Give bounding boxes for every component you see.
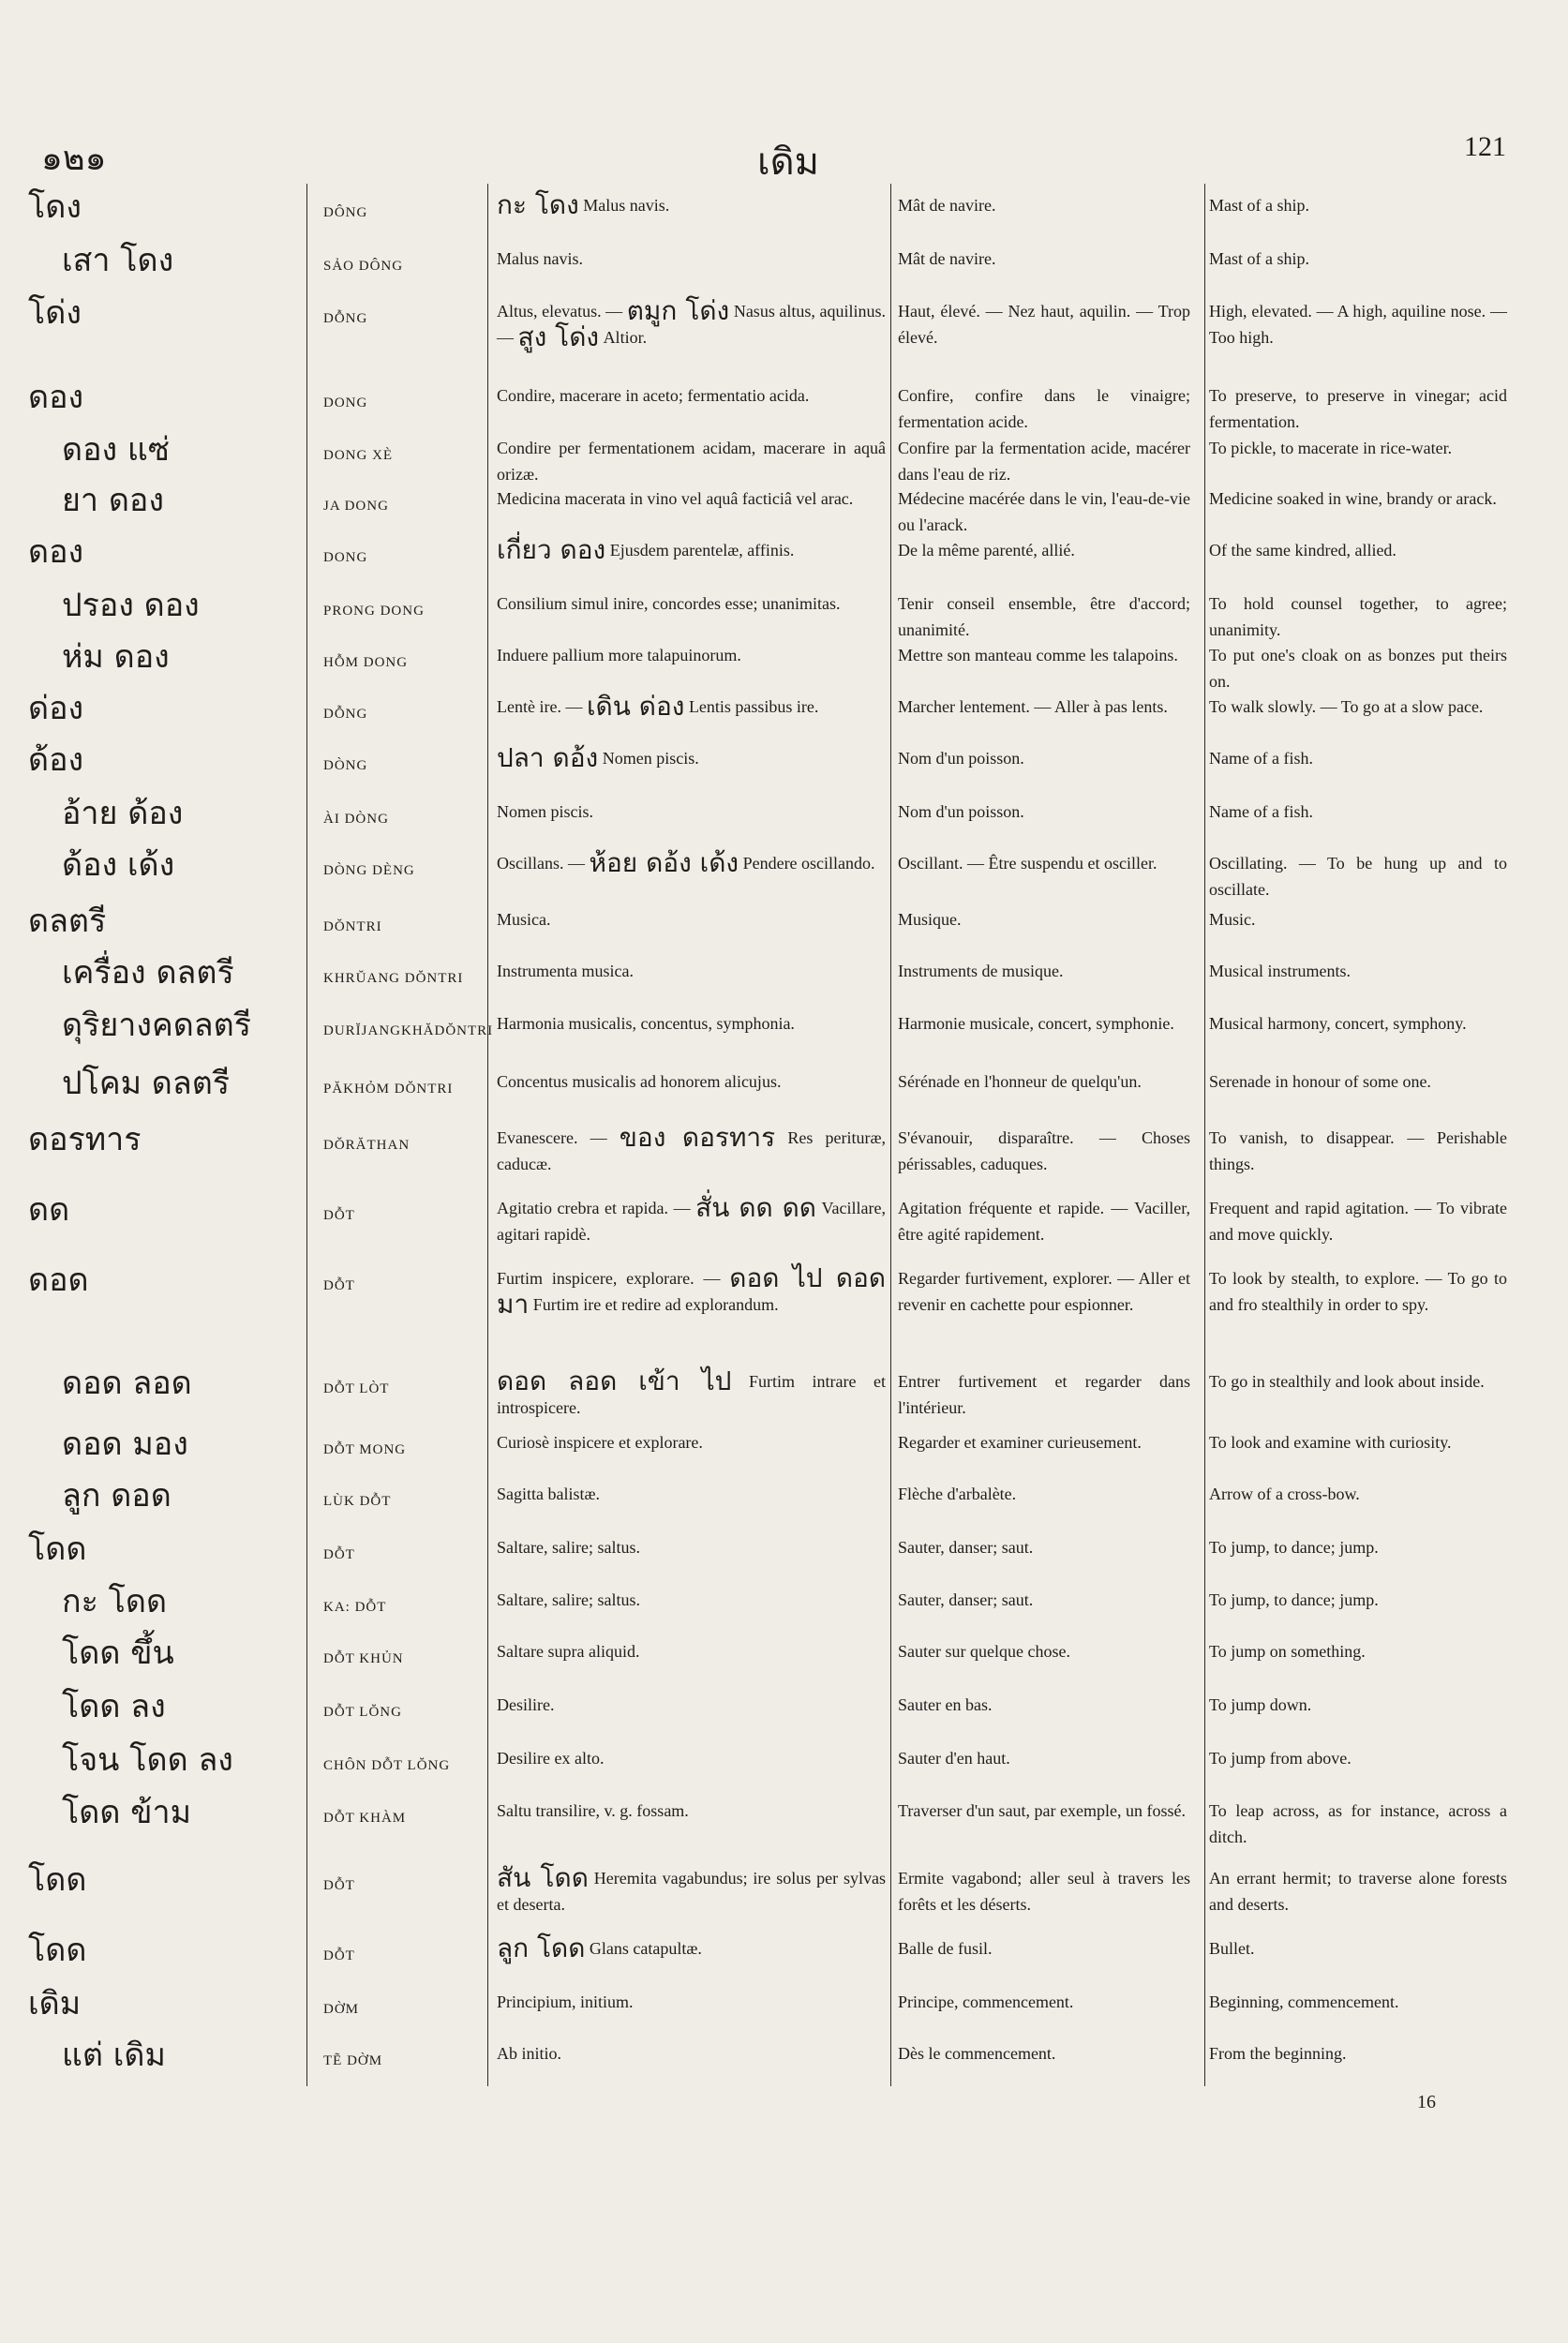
romanization: DURĬJANGKHĂDŎNTRI [323,1023,494,1038]
latin-text: Saltare, salire; saltus. [497,1590,640,1609]
latin-text: Furtim ire et redire ad explorandum. [529,1295,779,1314]
latin-text: Desilire ex alto. [497,1749,605,1768]
latin-definition [497,246,886,272]
thai-headword: เครื่อง ดลตรี [62,954,234,992]
english-definition: To preserve, to preserve in vinegar; acid fermentation. [1209,386,1507,431]
latin-text: Malus navis. [578,196,670,215]
romanization: DỖT LŎNG [323,1705,402,1720]
english-definition: Name of a fish. [1209,802,1313,821]
thai-headword: ดุริยางคดลตรี [62,1007,251,1044]
french-definition: Flèche d'arbalète. [898,1485,1017,1503]
latin-definition [497,189,886,220]
thai-example: สูง โด่ง [517,321,600,352]
latin-definition [497,1745,886,1771]
latin-definition [497,1692,886,1718]
latin-definition [497,1862,886,1918]
thai-headword: โจน โดด ลง [62,1741,233,1779]
thai-headword: ดลตรี [28,903,107,940]
romanization: SẢO DÔNG [323,259,404,274]
romanization: CHÔN DỖT LŎNG [323,1758,451,1773]
latin-text: Concentus musicalis ad honorem alicujus. [497,1072,782,1091]
latin-definition [497,1935,886,1962]
english-definition: Of the same kindred, allied. [1209,541,1396,560]
thai-headword: ด่อง [28,690,84,727]
thai-headword: โด่ง [28,294,82,332]
latin-text: Furtim inspicere, explorare. — [497,1269,730,1288]
english-definition: To look by stealth, to explore. — To go to and fro stealthily in order to spy. [1209,1269,1507,1314]
thai-headword: อ้าย ด้อง [62,795,184,832]
romanization: LÙK DỖT [323,1494,392,1509]
column-divider [306,184,307,2086]
thai-headword: ลูก ดอด [62,1477,172,1515]
latin-text: Condire, macerare in aceto; fermentatio acida. [497,386,810,405]
french-definition: Tenir conseil ensemble, être d'accord; unanimité. [898,594,1190,639]
thai-example: สั่น ดด ดด [695,1192,816,1223]
french-definition: Instruments de musique. [898,962,1064,980]
thai-headword: ด้อง เด้ง [62,846,175,884]
latin-definition [497,1798,886,1824]
english-definition: Medicine soaked in wine, brandy or arack. [1209,489,1497,508]
thai-example: ห้อย ดอ้ง เด้ง [589,847,739,878]
thai-headword: ดอง [28,533,84,571]
latin-definition [497,1368,886,1421]
english-definition: Mast of a ship. [1209,249,1309,268]
french-definition: Musique. [898,910,962,929]
romanization: KHRŬANG DŎNTRI [323,971,464,986]
latin-definition [497,958,886,984]
thai-headword: ดอด [28,1261,89,1299]
thai-example: ดอด ไป ดอด มา [497,1262,886,1320]
french-definition: Ermite vagabond; aller seul à travers les forêts et les déserts. [898,1869,1190,1914]
signature-mark: 16 [1417,2092,1436,2112]
thai-headword: โดง [28,188,82,226]
latin-text: Malus navis. [497,249,583,268]
english-definition: Arrow of a cross-bow. [1209,1485,1360,1503]
thai-example: เกี่ยว ดอง [497,534,606,565]
latin-definition [497,1068,886,1095]
latin-definition [497,1262,886,1320]
romanization: DŎRĂTHAN [323,1138,411,1153]
thai-headword: แต่ เดิม [62,2037,166,2074]
english-definition: To jump, to dance; jump. [1209,1590,1379,1609]
french-definition: Sauter sur quelque chose. [898,1642,1070,1661]
english-definition: From the beginning. [1209,2044,1347,2063]
english-definition: To jump, to dance; jump. [1209,1538,1379,1557]
romanization: DỖNG [323,311,368,326]
french-definition: Oscillant. — Être suspendu et osciller. [898,854,1157,873]
latin-definition [497,1122,886,1177]
french-definition: Nom d'un poisson. [898,749,1024,768]
french-definition: Traverser d'un saut, par exemple, un fossé. [898,1801,1187,1820]
thai-headword: กะ โดด [62,1583,168,1620]
english-definition: To jump on something. [1209,1642,1366,1661]
thai-headword: ดอด มอง [62,1425,188,1463]
latin-definition [497,1481,886,1507]
thai-headword: ปรอง ดอง [62,587,200,624]
french-definition: Sauter en bas. [898,1695,993,1714]
french-definition: Confire par la fermentation acide, macérer dans l'eau de riz. [898,439,1190,484]
latin-text: Induere pallium more talapuinorum. [497,646,741,664]
latin-text: Agitatio crebra et rapida. — [497,1199,696,1217]
column-divider [487,184,488,2086]
english-definition: Name of a fish. [1209,749,1313,768]
running-headword: เดิม [757,141,820,184]
english-definition: To jump down. [1209,1695,1312,1714]
latin-text: Heremita vagabundus; ire solus per sylvas et deserta. [497,1869,886,1914]
french-definition: Mettre son manteau comme les talapoins. [898,646,1178,664]
latin-definition [497,1010,886,1037]
thai-example: สัน โดด [497,1862,589,1893]
latin-text: Desilire. [497,1695,555,1714]
latin-definition [497,847,886,878]
thai-headword: ดด [28,1191,70,1229]
latin-text: Pendere oscillando. [739,854,875,873]
french-definition: Médecine macérée dans le vin, l'eau-de-vie ou l'arack. [898,489,1190,534]
latin-definition [497,1587,886,1613]
thai-headword: โดด ขึ้น [62,1634,174,1672]
latin-text: Condire per fermentationem acidam, macerare in aquâ orizæ. [497,439,886,484]
english-definition: Oscillating. — To be hung up and to oscillate. [1209,854,1507,899]
latin-definition [497,1192,887,1247]
romanization: DỖT MONG [323,1442,407,1457]
thai-headword: ยา ดอง [62,482,164,519]
latin-definition [497,1429,886,1455]
french-definition: Mât de navire. [898,196,996,215]
column-divider [1204,184,1205,2086]
french-definition: Balle de fusil. [898,1939,993,1958]
english-definition: Bullet. [1209,1939,1255,1958]
latin-text: Ab initio. [497,2044,562,2063]
romanization: KA: DỖT [323,1600,387,1615]
romanization: ÀI DÒNG [323,812,389,827]
thai-headword: ดอง แซ่ [62,431,170,469]
french-definition: Dès le commencement. [898,2044,1056,2063]
french-definition: Harmonie musicale, concert, symphonie. [898,1014,1174,1033]
romanization: DỖT [323,1878,355,1893]
thai-example: ตมูก โด่ง [626,295,730,326]
french-definition: Sauter, danser; saut. [898,1590,1034,1609]
french-definition: Nom d'un poisson. [898,802,1024,821]
english-definition: Musical harmony, concert, symphony. [1209,1014,1467,1033]
english-definition: Mast of a ship. [1209,196,1309,215]
english-definition: To jump from above. [1209,1749,1351,1768]
french-definition: Sérénade en l'honneur de quelqu'un. [898,1072,1142,1091]
latin-definition [497,590,886,617]
french-definition: Marcher lentement. — Aller à pas lents. [898,697,1168,716]
latin-text: Ejusdem parentelæ, affinis. [605,541,795,560]
thai-headword: เสา โดง [62,242,174,279]
french-definition: Principe, commencement. [898,1992,1074,2011]
thai-example: กะ โดง [497,189,579,220]
thai-headword: โดด ลง [62,1688,166,1725]
french-definition: Mât de navire. [898,249,996,268]
thai-headword: ห่ม ดอง [62,638,170,676]
thai-headword: โดด ข้าม [62,1794,191,1831]
thai-headword: ดอง [28,379,84,416]
romanization: DỜM [323,2002,360,2017]
romanization: DỖT KHÀM [323,1811,407,1826]
thai-headword: โดด [28,1932,87,1969]
latin-text: Instrumenta musica. [497,962,634,980]
latin-text: Lentis passibus ire. [684,697,819,716]
latin-definition [497,906,886,933]
french-definition: Confire, confire dans le vinaigre; fermentation acide. [898,386,1190,431]
latin-text: Principium, initium. [497,1992,634,2011]
english-definition: To vanish, to disappear. — Perishable things. [1209,1128,1507,1173]
english-definition: High, elevated. — A high, aquiline nose. — Too high. [1209,302,1507,347]
english-definition: Music. [1209,910,1256,929]
latin-text: Glans catapultæ. [585,1939,702,1958]
english-definition: To leap across, as for instance, across a ditch. [1209,1801,1507,1846]
latin-text: Saltare supra aliquid. [497,1642,640,1661]
english-definition: An errant hermit; to traverse alone forests and deserts. [1209,1869,1507,1914]
romanization: DÒNG DÈNG [323,863,415,878]
column-divider [890,184,891,2086]
romanization: HỖM DONG [323,655,409,670]
romanization: DÔNG [323,205,368,220]
french-definition: Entrer furtivement et regarder dans l'intérieur. [898,1372,1190,1417]
thai-example: ปลา ดอ้ง [497,742,599,773]
latin-text: Nomen piscis. [497,802,593,821]
english-definition: To look and examine with curiosity. [1209,1433,1452,1452]
french-definition: Haut, élevé. — Nez haut, aquilin. — Trop élevé. [898,302,1190,347]
english-definition: To walk slowly. — To go at a slow pace. [1209,697,1484,716]
latin-text: Consilium simul inire, concordes esse; unanimitas. [497,594,841,613]
romanization: DỖT [323,1278,355,1293]
english-definition: To put one's cloak on as bonzes put theirs on. [1209,646,1507,691]
romanization: DỖT LÒT [323,1381,390,1396]
latin-definition [497,742,886,773]
thai-headword: ดอด ลอด [62,1365,192,1402]
french-definition: Sauter, danser; saut. [898,1538,1034,1557]
latin-text: Nomen piscis. [598,749,699,768]
romanization: PĂKHỎM DŎNTRI [323,1082,454,1097]
latin-text: Altior. [599,328,648,347]
romanization: DONG [323,550,368,565]
french-definition: S'évanouir, disparaître. — Choses périssables, caduques. [898,1128,1190,1173]
french-definition: Agitation fréquente et rapide. — Vaciller, être agité rapidement. [898,1199,1190,1244]
latin-text: Res perituræ, caducæ. [497,1128,886,1173]
thai-example: ของ ดอรทาร [619,1122,776,1153]
latin-definition [497,1638,886,1664]
page-number: 121 [1464,131,1506,162]
latin-definition [497,1989,886,2015]
french-definition: Sauter d'en haut. [898,1749,1010,1768]
romanization: DỖT KHỦN [323,1651,404,1666]
latin-text: Nasus altus, aquilinus. — [497,302,886,347]
latin-text: Musica. [497,910,551,929]
thai-headword: ดอรทาร [28,1121,142,1158]
latin-text: Furtim intrare et introspicere. [497,1372,886,1417]
latin-text: Harmonia musicalis, concentus, symphonia. [497,1014,795,1033]
latin-text: Lentè ire. — [497,697,587,716]
romanization: DỖT [323,1547,355,1562]
latin-definition [497,382,886,409]
thai-example: เดิน ด่อง [586,691,685,722]
thai-example: ดอด ลอด เข้า ไป [497,1366,732,1396]
french-definition: Regarder et examiner curieusement. [898,1433,1142,1452]
romanization: PRONG DONG [323,604,425,619]
romanization: DONG [323,395,368,410]
latin-definition [497,798,886,825]
thai-headword: ปโคม ดลตรี [62,1065,231,1102]
latin-text: Vacillare, agitari rapidè. [497,1199,887,1244]
romanization: JA DONG [323,499,389,514]
latin-definition [497,295,886,352]
romanization: DŎNTRI [323,919,382,934]
french-definition: De la même parenté, allié. [898,541,1075,560]
latin-text: Medicina macerata in vino vel aquâ facticiâ vel arac. [497,489,854,508]
page-number-thai: ๑๒๑ [41,140,107,178]
thai-example: ลูก โดด [497,1933,586,1963]
english-definition: Musical instruments. [1209,962,1351,980]
romanization: DỖNG [323,707,368,722]
romanization: DONG XÈ [323,448,394,463]
thai-headword: โดด [28,1861,87,1899]
latin-text: Saltare, salire; saltus. [497,1538,640,1557]
latin-text: Curiosè inspicere et explorare. [497,1433,703,1452]
latin-definition [497,485,886,512]
latin-definition [497,2040,886,2067]
latin-text: Saltu transilire, v. g. fossam. [497,1801,689,1820]
latin-definition [497,642,886,668]
english-definition: Frequent and rapid agitation. — To vibrate and move quickly. [1209,1199,1507,1244]
english-definition: To hold counsel together, to agree; unanimity. [1209,594,1507,639]
latin-text: Evanescere. — [497,1128,620,1147]
thai-headword: โดด [28,1530,87,1568]
latin-text: Oscillans. — [497,854,590,873]
romanization: DÒNG [323,758,368,773]
latin-definition [497,1534,886,1560]
thai-headword: ด้อง [28,741,84,779]
thai-headword: เดิม [28,1985,82,2022]
english-definition: To go in stealthily and look about inside. [1209,1372,1485,1391]
english-definition: To pickle, to macerate in rice-water. [1209,439,1453,457]
latin-definition [497,534,886,565]
french-definition: Regarder furtivement, explorer. — Aller et revenir en cachette pour espionner. [898,1269,1190,1314]
latin-definition [497,691,886,722]
english-definition: Serenade in honour of some one. [1209,1072,1431,1091]
english-definition: Beginning, commencement. [1209,1992,1399,2011]
latin-text: Altus, elevatus. — [497,302,627,321]
romanization: DỖT [323,1208,355,1223]
romanization: DỖT [323,1948,355,1963]
romanization: TẼ DỜM [323,2053,383,2068]
latin-definition [497,435,886,487]
latin-text: Sagitta balistæ. [497,1485,600,1503]
